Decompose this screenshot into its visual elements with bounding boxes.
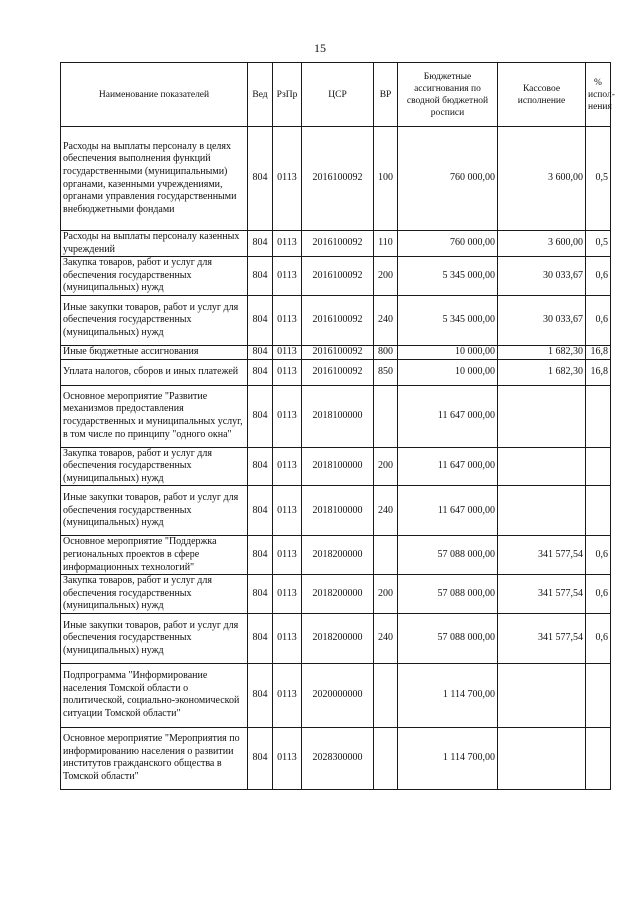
- row-rzpr: 0113: [273, 727, 302, 789]
- row-vr: 240: [374, 486, 398, 536]
- row-ved: 804: [248, 295, 273, 345]
- header-vr: ВР: [374, 63, 398, 127]
- row-rzpr: 0113: [273, 295, 302, 345]
- row-ved: 804: [248, 727, 273, 789]
- row-vr: 240: [374, 613, 398, 663]
- row-cash: 3 600,00: [498, 231, 586, 257]
- row-csr: 2016100092: [302, 231, 374, 257]
- table-row: [61, 295, 611, 345]
- row-percent: 0,5: [586, 127, 611, 231]
- row-budget: 57 088 000,00: [398, 575, 498, 614]
- row-rzpr: 0113: [273, 231, 302, 257]
- row-name: Иные закупки товаров, работ и услуг для обеспечения государственных (муниципальных) нужд: [61, 486, 248, 536]
- row-percent: [586, 447, 611, 486]
- row-rzpr: 0113: [273, 385, 302, 447]
- header-budget: Бюджетные ассигнования по сводной бюджетной росписи: [398, 63, 498, 127]
- row-percent: [586, 486, 611, 536]
- row-rzpr: 0113: [273, 486, 302, 536]
- row-ved: 804: [248, 486, 273, 536]
- row-budget: 760 000,00: [398, 127, 498, 231]
- row-rzpr: 0113: [273, 536, 302, 575]
- table-row: [61, 127, 611, 231]
- row-ved: 804: [248, 536, 273, 575]
- table-row: [61, 345, 611, 359]
- row-vr: 200: [374, 575, 398, 614]
- table-row: [61, 257, 611, 296]
- row-name: Расходы на выплаты персоналу казенных учреждений: [61, 231, 248, 257]
- row-csr: 2020000000: [302, 663, 374, 727]
- page-number: 15: [314, 41, 326, 55]
- table-row: [61, 385, 611, 447]
- table-row: [61, 613, 611, 663]
- table-row: [61, 727, 611, 789]
- row-cash: [498, 663, 586, 727]
- row-vr: [374, 536, 398, 575]
- row-name: Основное мероприятие "Развитие механизмов предоставления государственных и муниципальных услуг, в том числе по принципу "одного окна": [61, 385, 248, 447]
- row-budget: 11 647 000,00: [398, 385, 498, 447]
- row-cash: 30 033,67: [498, 295, 586, 345]
- row-csr: 2016100092: [302, 295, 374, 345]
- row-cash: [498, 727, 586, 789]
- row-csr: 2028300000: [302, 727, 374, 789]
- row-rzpr: 0113: [273, 345, 302, 359]
- row-csr: 2016100092: [302, 345, 374, 359]
- row-budget: 760 000,00: [398, 231, 498, 257]
- budget-execution-table: [60, 62, 615, 790]
- row-budget: 57 088 000,00: [398, 613, 498, 663]
- row-budget: 1 114 700,00: [398, 663, 498, 727]
- row-vr: 850: [374, 359, 398, 385]
- row-vr: 200: [374, 257, 398, 296]
- row-csr: 2018100000: [302, 486, 374, 536]
- table-header-row: [61, 63, 611, 127]
- row-budget: 10 000,00: [398, 345, 498, 359]
- row-budget: 11 647 000,00: [398, 486, 498, 536]
- header-name: Наименование показателей: [61, 63, 248, 127]
- row-percent: 0,6: [586, 257, 611, 296]
- row-name: Уплата налогов, сборов и иных платежей: [61, 359, 248, 385]
- table-row: [61, 231, 611, 257]
- header-csr: ЦСР: [302, 63, 374, 127]
- row-ved: 804: [248, 385, 273, 447]
- row-csr: 2018200000: [302, 613, 374, 663]
- row-percent: 0,6: [586, 613, 611, 663]
- row-rzpr: 0113: [273, 257, 302, 296]
- row-cash: 341 577,54: [498, 575, 586, 614]
- table-row: [61, 575, 611, 614]
- row-rzpr: 0113: [273, 663, 302, 727]
- row-csr: 2018200000: [302, 536, 374, 575]
- row-name: Иные закупки товаров, работ и услуг для обеспечения государственных (муниципальных) нужд: [61, 613, 248, 663]
- row-vr: [374, 727, 398, 789]
- table-row: [61, 663, 611, 727]
- row-name: Расходы на выплаты персоналу в целях обеспечения выполнения функций государственными (муниципальными) органами, казенными учреждениями, органами управления государственными внебюджетными фондами: [61, 127, 248, 231]
- row-budget: 5 345 000,00: [398, 257, 498, 296]
- row-budget: 10 000,00: [398, 359, 498, 385]
- row-budget: 57 088 000,00: [398, 536, 498, 575]
- row-vr: [374, 663, 398, 727]
- row-percent: 0,5: [586, 231, 611, 257]
- header-percent: % испол- нения: [586, 63, 611, 127]
- row-ved: 804: [248, 359, 273, 385]
- row-vr: 800: [374, 345, 398, 359]
- table-row: [61, 536, 611, 575]
- row-cash: [498, 447, 586, 486]
- row-vr: 110: [374, 231, 398, 257]
- row-cash: 30 033,67: [498, 257, 586, 296]
- row-cash: 341 577,54: [498, 613, 586, 663]
- row-cash: [498, 385, 586, 447]
- row-csr: 2018100000: [302, 447, 374, 486]
- table-body: [61, 127, 611, 790]
- row-vr: 100: [374, 127, 398, 231]
- row-name: Подпрограмма "Информирование населения Томской области о политической, социально-экономической ситуации Томской области": [61, 663, 248, 727]
- row-ved: 804: [248, 613, 273, 663]
- row-ved: 804: [248, 345, 273, 359]
- row-percent: [586, 727, 611, 789]
- row-name: Иные бюджетные ассигнования: [61, 345, 248, 359]
- row-ved: 804: [248, 575, 273, 614]
- row-rzpr: 0113: [273, 613, 302, 663]
- row-percent: 16,8: [586, 359, 611, 385]
- row-name: Закупка товаров, работ и услуг для обеспечения государственных (муниципальных) нужд: [61, 447, 248, 486]
- table-row: [61, 359, 611, 385]
- row-rzpr: 0113: [273, 575, 302, 614]
- row-cash: [498, 486, 586, 536]
- row-percent: 16,8: [586, 345, 611, 359]
- row-percent: [586, 663, 611, 727]
- row-percent: 0,6: [586, 575, 611, 614]
- row-budget: 11 647 000,00: [398, 447, 498, 486]
- row-csr: 2018100000: [302, 385, 374, 447]
- header-rzpr: РзПр: [273, 63, 302, 127]
- table-row: [61, 447, 611, 486]
- row-ved: 804: [248, 257, 273, 296]
- row-vr: [374, 385, 398, 447]
- row-ved: 804: [248, 127, 273, 231]
- row-vr: 240: [374, 295, 398, 345]
- row-cash: 341 577,54: [498, 536, 586, 575]
- row-percent: 0,6: [586, 536, 611, 575]
- row-ved: 804: [248, 231, 273, 257]
- row-csr: 2016100092: [302, 127, 374, 231]
- row-ved: 804: [248, 663, 273, 727]
- row-rzpr: 0113: [273, 359, 302, 385]
- row-cash: 1 682,30: [498, 359, 586, 385]
- row-percent: [586, 385, 611, 447]
- row-name: Основное мероприятие "Поддержка региональных проектов в сфере информационных технологий": [61, 536, 248, 575]
- row-cash: 1 682,30: [498, 345, 586, 359]
- row-csr: 2018200000: [302, 575, 374, 614]
- row-budget: 1 114 700,00: [398, 727, 498, 789]
- table-row: [61, 486, 611, 536]
- row-budget: 5 345 000,00: [398, 295, 498, 345]
- row-name: Закупка товаров, работ и услуг для обеспечения государственных (муниципальных) нужд: [61, 575, 248, 614]
- row-name: Основное мероприятие "Мероприятия по информированию населения о развитии институтов гражданского общества в Томской области": [61, 727, 248, 789]
- row-rzpr: 0113: [273, 447, 302, 486]
- header-ved: Вед: [248, 63, 273, 127]
- row-name: Иные закупки товаров, работ и услуг для обеспечения государственных (муниципальных) нужд: [61, 295, 248, 345]
- header-cash: Кассовое исполнение: [498, 63, 586, 127]
- row-rzpr: 0113: [273, 127, 302, 231]
- row-csr: 2016100092: [302, 359, 374, 385]
- row-ved: 804: [248, 447, 273, 486]
- row-vr: 200: [374, 447, 398, 486]
- row-name: Закупка товаров, работ и услуг для обеспечения государственных (муниципальных) нужд: [61, 257, 248, 296]
- row-percent: 0,6: [586, 295, 611, 345]
- row-cash: 3 600,00: [498, 127, 586, 231]
- row-csr: 2016100092: [302, 257, 374, 296]
